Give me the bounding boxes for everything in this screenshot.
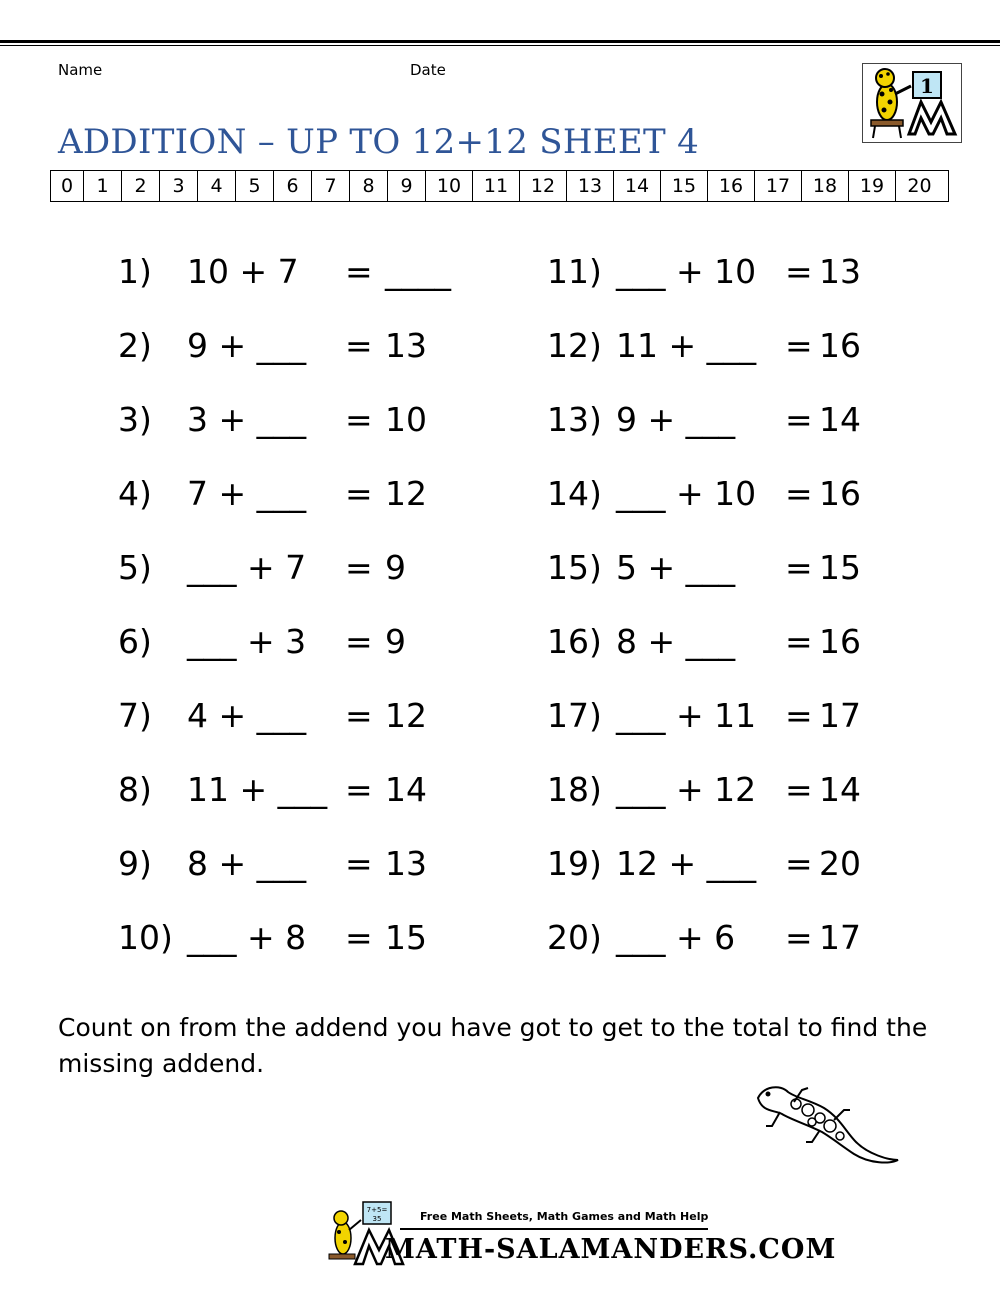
- question-item: [118, 696, 478, 738]
- question-expression: ___ + 7: [187, 548, 307, 587]
- equals-sign: =: [345, 400, 373, 439]
- question-expression: 3 + ___: [187, 400, 307, 439]
- question-item: [547, 622, 907, 664]
- question-item: [118, 548, 478, 590]
- question-answer: ____: [385, 252, 451, 291]
- question-number: 10): [118, 918, 173, 957]
- equals-sign: =: [345, 770, 373, 809]
- question-answer: 13: [385, 326, 427, 365]
- number-line-cell: 8: [350, 171, 388, 201]
- number-line-cell: 10: [426, 171, 473, 201]
- question-item: [118, 622, 478, 664]
- question-expression: 9 + ___: [187, 326, 307, 365]
- number-line-cell: 11: [473, 171, 520, 201]
- question-expression: ___ + 6: [616, 918, 736, 957]
- question-expression: 9 + ___: [616, 400, 736, 439]
- question-answer: 14: [385, 770, 427, 809]
- question-answer: 20: [819, 844, 861, 883]
- question-answer: 16: [819, 622, 861, 661]
- question-item: [118, 474, 478, 516]
- salamander-illustration: [750, 1080, 910, 1174]
- question-expression: ___ + 8: [187, 918, 307, 957]
- page-title: ADDITION – UP TO 12+12 SHEET 4: [58, 122, 700, 162]
- number-line-cell: 16: [708, 171, 755, 201]
- question-expression: 12 + ___: [616, 844, 757, 883]
- number-line-cell: 14: [614, 171, 661, 201]
- question-answer: 13: [385, 844, 427, 883]
- question-answer: 9: [385, 622, 406, 661]
- number-line-cell: 19: [849, 171, 896, 201]
- question-item: [118, 326, 478, 368]
- question-number: 4): [118, 474, 152, 513]
- question-item: [547, 400, 907, 442]
- question-answer: 10: [385, 400, 427, 439]
- question-item: [547, 474, 907, 516]
- question-number: 8): [118, 770, 152, 809]
- question-number: 12): [547, 326, 602, 365]
- question-answer: 17: [819, 918, 861, 957]
- question-expression: 11 + ___: [616, 326, 757, 365]
- question-number: 6): [118, 622, 152, 661]
- question-number: 18): [547, 770, 602, 809]
- question-item: [118, 252, 478, 294]
- grade-number: 1: [920, 74, 934, 98]
- salamander-teacher-icon: [863, 64, 961, 142]
- question-number: 19): [547, 844, 602, 883]
- footer-rule: [400, 1228, 708, 1230]
- equals-sign: =: [345, 844, 373, 883]
- equals-sign: =: [785, 474, 813, 513]
- equals-sign: =: [785, 844, 813, 883]
- question-item: [547, 326, 907, 368]
- number-line-cell: 20: [907, 175, 932, 197]
- equals-sign: =: [345, 252, 373, 291]
- equals-sign: =: [785, 400, 813, 439]
- question-item: [547, 770, 907, 812]
- number-line-cell: 13: [567, 171, 614, 201]
- question-number: 5): [118, 548, 152, 587]
- number-line-cell: 17: [755, 171, 802, 201]
- number-line-cell: 7: [312, 171, 350, 201]
- question-expression: ___ + 3: [187, 622, 307, 661]
- footer-site-name: MATH-SALAMANDERS.COM: [385, 1234, 837, 1265]
- question-expression: 11 + ___: [187, 770, 328, 809]
- number-line-cell: 6: [274, 171, 312, 201]
- equals-sign: =: [785, 622, 813, 661]
- equals-sign: =: [785, 548, 813, 587]
- number-line-cell: 9: [388, 171, 426, 201]
- question-number: 13): [547, 400, 602, 439]
- number-line-cell: 1: [84, 171, 122, 201]
- date-label: Date: [410, 61, 446, 79]
- question-answer: 13: [819, 252, 861, 291]
- question-number: 16): [547, 622, 602, 661]
- instruction-text: Count on from the addend you have got to get to the total to find the missing addend.: [58, 1013, 928, 1078]
- question-number: 17): [547, 696, 602, 735]
- top-rule-thin: [0, 45, 1000, 46]
- question-number: 15): [547, 548, 602, 587]
- question-expression: 8 + ___: [616, 622, 736, 661]
- number-line: [50, 170, 949, 202]
- equals-sign: =: [345, 326, 373, 365]
- svg-text:35: 35: [372, 1215, 382, 1223]
- question-number: 14): [547, 474, 602, 513]
- number-line-cell: 0: [51, 171, 84, 201]
- equals-sign: =: [345, 918, 373, 957]
- number-line-cell: 2: [122, 171, 160, 201]
- question-answer: 12: [385, 474, 427, 513]
- number-line-cell: 4: [198, 171, 236, 201]
- question-item: [547, 918, 907, 960]
- question-answer: 14: [819, 400, 861, 439]
- question-number: 9): [118, 844, 152, 883]
- question-expression: 8 + ___: [187, 844, 307, 883]
- question-answer: 17: [819, 696, 861, 735]
- question-expression: 7 + ___: [187, 474, 307, 513]
- question-expression: 4 + ___: [187, 696, 307, 735]
- number-line-cell: 3: [160, 171, 198, 201]
- equals-sign: =: [785, 696, 813, 735]
- equals-sign: =: [785, 252, 813, 291]
- question-answer: 16: [819, 474, 861, 513]
- equals-sign: =: [345, 622, 373, 661]
- top-rule: [0, 40, 1000, 43]
- question-answer: 16: [819, 326, 861, 365]
- question-answer: 9: [385, 548, 406, 587]
- footer-tagline: Free Math Sheets, Math Games and Math Help: [420, 1210, 709, 1223]
- equals-sign: =: [785, 770, 813, 809]
- question-expression: ___ + 10: [616, 474, 757, 513]
- equals-sign: =: [345, 696, 373, 735]
- question-expression: 10 + 7: [187, 252, 299, 291]
- equals-sign: =: [785, 918, 813, 957]
- question-item: [118, 400, 478, 442]
- question-answer: 15: [385, 918, 427, 957]
- question-item: [547, 696, 907, 738]
- number-line-cell: 18: [802, 171, 849, 201]
- question-answer: 15: [819, 548, 861, 587]
- salamander-icon: [750, 1080, 910, 1170]
- number-line-cell: 12: [520, 171, 567, 201]
- question-answer: 12: [385, 696, 427, 735]
- equals-sign: =: [345, 548, 373, 587]
- question-expression: ___ + 10: [616, 252, 757, 291]
- number-line-cell: 5: [236, 171, 274, 201]
- question-number: 20): [547, 918, 602, 957]
- question-number: 2): [118, 326, 152, 365]
- question-item: [118, 844, 478, 886]
- question-expression: 5 + ___: [616, 548, 736, 587]
- question-number: 1): [118, 252, 152, 291]
- question-item: [118, 918, 478, 960]
- question-item: [547, 844, 907, 886]
- question-number: 11): [547, 252, 602, 291]
- equals-sign: =: [345, 474, 373, 513]
- name-label: Name: [58, 61, 103, 79]
- question-number: 3): [118, 400, 152, 439]
- question-item: [547, 252, 907, 294]
- equals-sign: =: [785, 326, 813, 365]
- question-item: [118, 770, 478, 812]
- question-number: 7): [118, 696, 152, 735]
- svg-text:7+5=: 7+5=: [366, 1206, 388, 1214]
- grade-logo: [862, 63, 962, 143]
- question-item: [547, 548, 907, 590]
- number-line-cell: 15: [661, 171, 708, 201]
- question-expression: ___ + 11: [616, 696, 757, 735]
- question-expression: ___ + 12: [616, 770, 757, 809]
- question-answer: 14: [819, 770, 861, 809]
